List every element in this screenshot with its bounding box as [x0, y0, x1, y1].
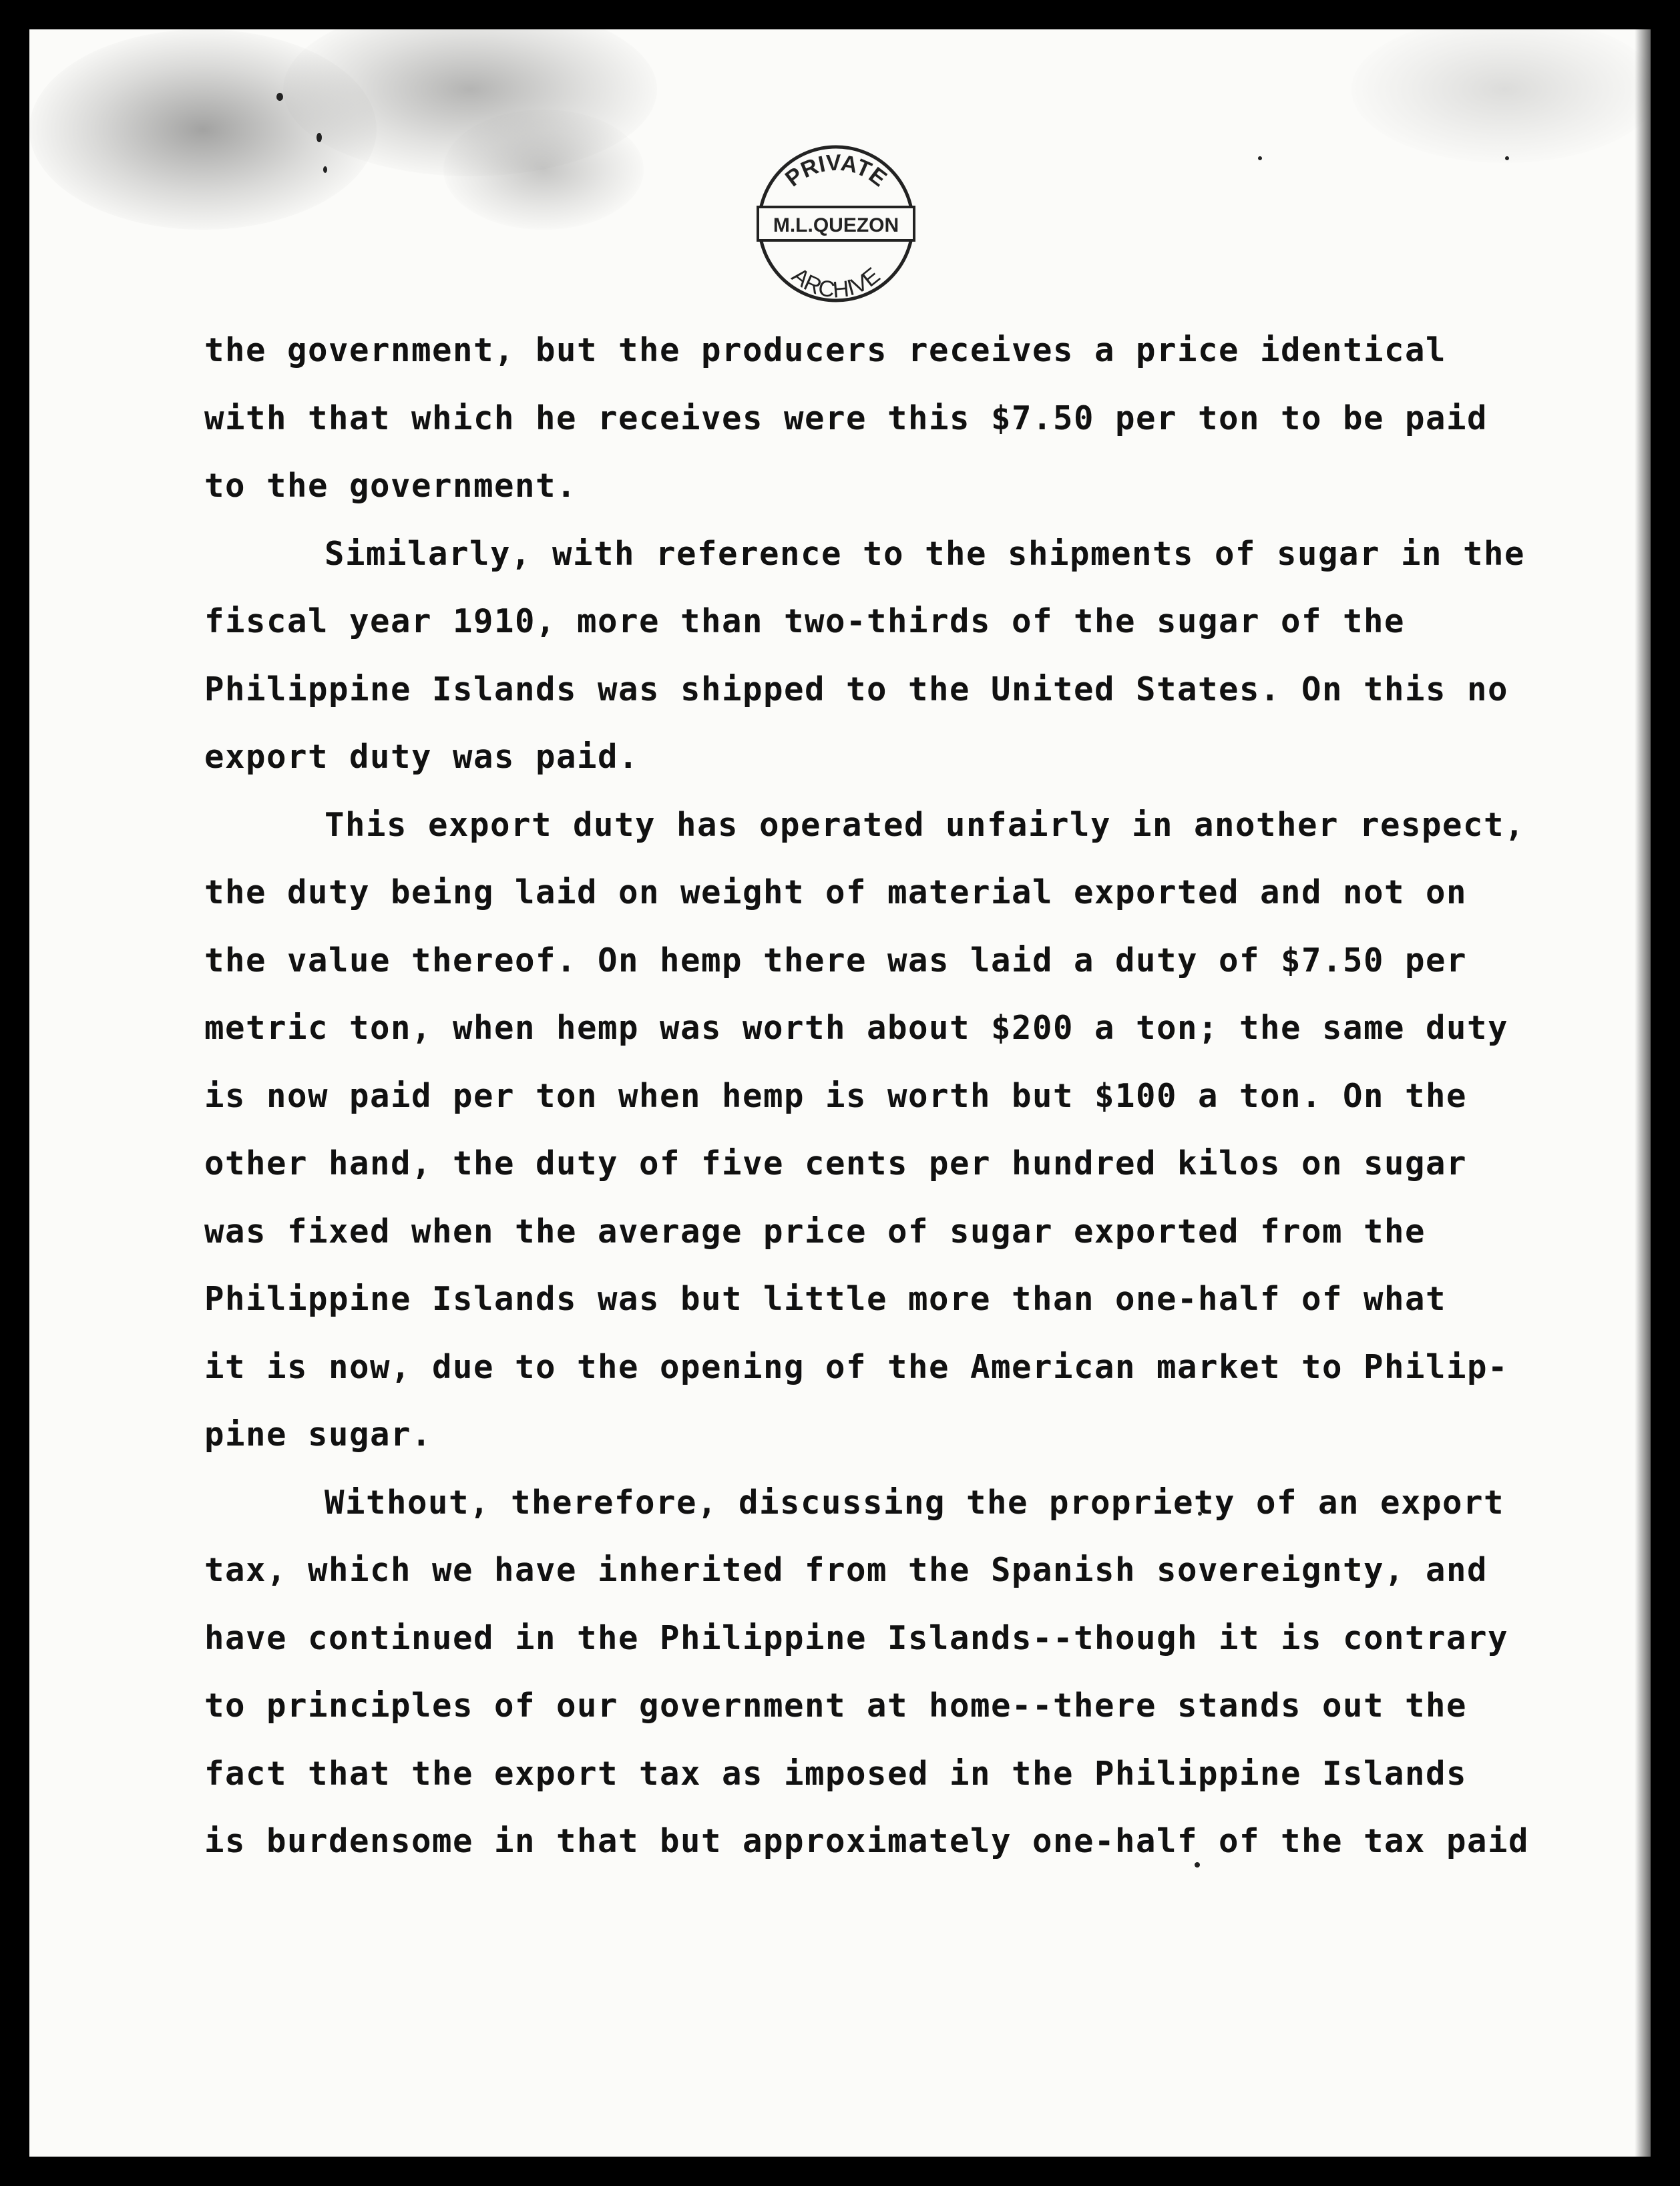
text-line: Without, therefore, discussing the propriety of an export	[325, 1483, 1505, 1522]
text-line: was fixed when the average price of sugar exported from the	[204, 1212, 1426, 1251]
text-line: to the government.	[204, 467, 578, 505]
text-line: Similarly, with reference to the shipments of sugar in the	[325, 534, 1526, 573]
typewritten-body	[204, 316, 1580, 1876]
text-line: Philippine Islands was but little more than one-half of what	[204, 1280, 1447, 1318]
text-line: the government, but the producers receives a price identical	[204, 331, 1447, 369]
scan-speck	[1505, 156, 1509, 160]
private-archive-stamp	[753, 140, 919, 307]
text-line: Philippine Islands was shipped to the United States. On this no	[204, 670, 1509, 708]
text-line: is burdensome in that but approximately one-half of the tax paid	[204, 1822, 1530, 1860]
text-line: is now paid per ton when hemp is worth but $100 a ton. On the	[204, 1076, 1468, 1115]
text-line: This export duty has operated unfairly in another respect,	[325, 805, 1526, 844]
stamp-center-text: M.L.QUEZON	[773, 214, 899, 236]
scan-speck	[276, 93, 283, 101]
text-line: other hand, the duty of five cents per hundred kilos on sugar	[204, 1144, 1468, 1182]
scan-smudge	[1351, 29, 1651, 163]
page-edge-shadow	[1635, 29, 1651, 2157]
text-line: export duty was paid.	[204, 738, 640, 776]
text-line: have continued in the Philippine Islands--though it is contrary	[204, 1618, 1509, 1657]
text-line: with that which he receives were this $7.50 per ton to be paid	[204, 399, 1488, 437]
text-line: fact that the export tax as imposed in the Philippine Islands	[204, 1754, 1468, 1793]
svg-text:ARCHIVE	[787, 263, 885, 303]
text-line: the value thereof. On hemp there was laid a duty of $7.50 per	[204, 941, 1468, 979]
text-line: metric ton, when hemp was worth about $200 a ton; the same duty	[204, 1009, 1509, 1047]
scan-speck	[1258, 156, 1262, 160]
scan-speck	[317, 133, 322, 142]
stamp-top-text: PRIVATE	[781, 150, 891, 192]
text-line: fiscal year 1910, more than two-thirds of the sugar of the	[204, 602, 1406, 640]
text-line: tax, which we have inherited from the Spanish sovereignty, and	[204, 1551, 1488, 1589]
document-page	[29, 29, 1651, 2157]
text-line: pine sugar.	[204, 1415, 433, 1454]
scan-smudge	[443, 110, 644, 230]
stamp-bottom-text: ARCHIVE	[787, 262, 885, 303]
scan-speck	[323, 166, 327, 173]
text-line: the duty being laid on weight of material exported and not on	[204, 873, 1468, 911]
text-line: it is now, due to the opening of the American market to Philip-	[204, 1347, 1509, 1386]
text-line: to principles of our government at home--there stands out the	[204, 1687, 1468, 1725]
